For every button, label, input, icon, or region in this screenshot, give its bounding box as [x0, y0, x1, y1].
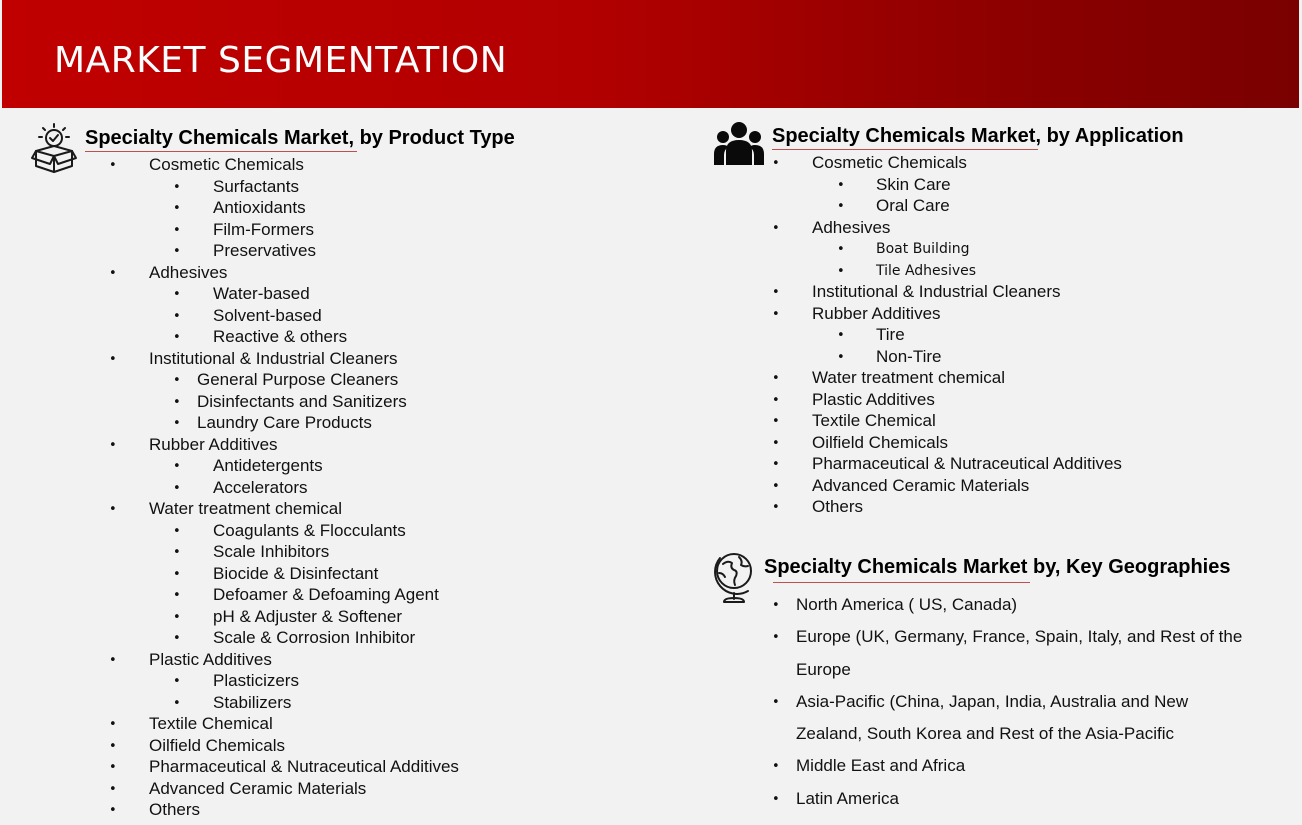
list-bullet: •	[173, 696, 181, 711]
list-item: Latin America	[796, 789, 899, 808]
list-item: Defoamer & Defoaming Agent	[213, 585, 439, 604]
list-bullet: •	[772, 307, 780, 322]
list-bullet: •	[109, 803, 117, 818]
list-bullet: •	[173, 395, 181, 410]
list-item: Scale Inhibitors	[213, 542, 330, 561]
list-item: Cosmetic Chemicals	[812, 153, 967, 172]
list-bullet: •	[772, 221, 780, 236]
list-item: Film-Formers	[213, 220, 315, 239]
people-group-icon	[714, 121, 764, 165]
list-item: Advanced Ceramic Materials	[812, 476, 1030, 495]
list-item: Water treatment chemical	[812, 368, 1006, 387]
list-bullet: •	[109, 266, 117, 281]
list-bullet: •	[837, 328, 845, 343]
list-item: Textile Chemical	[149, 714, 273, 733]
list-bullet: •	[173, 567, 181, 582]
globe-icon	[710, 549, 758, 605]
list-bullet: •	[109, 717, 117, 732]
list-bullet: •	[109, 438, 117, 453]
list-item: Asia-Pacific (China, Japan, India, Australia and New	[796, 692, 1189, 711]
list-bullet: •	[173, 287, 181, 302]
list-item: Advanced Ceramic Materials	[149, 779, 367, 798]
list-bullet: •	[772, 479, 780, 494]
list-bullet: •	[772, 759, 780, 774]
product-type-underline	[85, 151, 357, 152]
list-bullet: •	[173, 481, 181, 496]
list-bullet: •	[772, 695, 780, 710]
list-item: Disinfectants and Sanitizers	[197, 392, 407, 411]
list-bullet: •	[173, 223, 181, 238]
list-item: Antioxidants	[213, 198, 306, 217]
product-box-icon	[30, 122, 78, 174]
list-bullet: •	[772, 414, 780, 429]
application-title: Specialty Chemicals Market, by Application	[772, 125, 1184, 147]
list-item: Water treatment chemical	[149, 499, 343, 518]
list-bullet: •	[772, 500, 780, 515]
list-item: Adhesives	[149, 263, 228, 282]
list-bullet: •	[173, 459, 181, 474]
list-item: Coagulants & Flocculants	[213, 521, 406, 540]
list-item: Accelerators	[213, 478, 308, 497]
list-bullet: •	[109, 782, 117, 797]
list-bullet: •	[109, 739, 117, 754]
list-bullet: •	[772, 285, 780, 300]
list-bullet: •	[772, 371, 780, 386]
list-bullet: •	[173, 330, 181, 345]
list-bullet: •	[109, 158, 117, 173]
list-item: Non-Tire	[876, 347, 942, 366]
list-item-continuation: Zealand, South Korea and Rest of the Asia-Pacific	[796, 724, 1175, 743]
list-item: Reactive & others	[213, 327, 348, 346]
list-item-continuation: Europe	[796, 660, 851, 679]
list-bullet: •	[173, 674, 181, 689]
list-item: Stabilizers	[213, 693, 292, 712]
list-item: Plasticizers	[213, 671, 299, 690]
list-item: Plastic Additives	[149, 650, 272, 669]
header-banner	[2, 0, 1299, 108]
list-item: Solvent-based	[213, 306, 322, 325]
list-item: Institutional & Industrial Cleaners	[149, 349, 398, 368]
list-bullet: •	[173, 180, 181, 195]
list-bullet: •	[837, 199, 845, 214]
list-bullet: •	[772, 393, 780, 408]
list-item: Middle East and Africa	[796, 756, 966, 775]
list-item: Oral Care	[876, 196, 950, 215]
list-bullet: •	[173, 416, 181, 431]
list-bullet: •	[772, 630, 780, 645]
product-type-title: Specialty Chemicals Market, by Product Type	[85, 127, 515, 149]
list-item: Antidetergents	[213, 456, 323, 475]
list-bullet: •	[772, 598, 780, 613]
list-item: Others	[812, 497, 864, 516]
list-bullet: •	[109, 760, 117, 775]
list-bullet: •	[772, 436, 780, 451]
list-bullet: •	[173, 545, 181, 560]
list-item: General Purpose Cleaners	[197, 370, 399, 389]
geographies-underline	[773, 582, 1030, 583]
list-bullet: •	[173, 610, 181, 625]
list-bullet: •	[837, 242, 845, 257]
list-item: Cosmetic Chemicals	[149, 155, 304, 174]
list-item: Tile Adhesives	[876, 263, 977, 279]
list-item: Surfactants	[213, 177, 299, 196]
list-item: Pharmaceutical & Nutraceutical Additives	[812, 454, 1122, 473]
list-item: Scale & Corrosion Inhibitor	[213, 628, 416, 647]
list-bullet: •	[173, 309, 181, 324]
list-bullet: •	[837, 350, 845, 365]
list-item: Rubber Additives	[812, 304, 941, 323]
list-item: Laundry Care Products	[197, 413, 372, 432]
list-item: pH & Adjuster & Softener	[213, 607, 402, 626]
list-item: Tire	[876, 325, 905, 344]
list-item: Biocide & Disinfectant	[213, 564, 379, 583]
geographies-title: Specialty Chemicals Market by, Key Geographies	[764, 556, 1231, 578]
list-bullet: •	[173, 631, 181, 646]
list-bullet: •	[109, 352, 117, 367]
list-item: Pharmaceutical & Nutraceutical Additives	[149, 757, 459, 776]
list-item: Water-based	[213, 284, 310, 303]
list-item: North America ( US, Canada)	[796, 595, 1018, 614]
list-bullet: •	[173, 373, 181, 388]
list-item: Oilfield Chemicals	[149, 736, 286, 755]
list-bullet: •	[173, 244, 181, 259]
list-item: Oilfield Chemicals	[812, 433, 949, 452]
list-bullet: •	[837, 264, 845, 279]
list-item: Skin Care	[876, 175, 951, 194]
list-item: Textile Chemical	[812, 411, 936, 430]
list-item: Plastic Additives	[812, 390, 935, 409]
list-item: Rubber Additives	[149, 435, 278, 454]
list-bullet: •	[173, 588, 181, 603]
list-item: Others	[149, 800, 201, 819]
list-item: Institutional & Industrial Cleaners	[812, 282, 1061, 301]
list-bullet: •	[772, 457, 780, 472]
list-item: Preservatives	[213, 241, 316, 260]
list-bullet: •	[173, 524, 181, 539]
list-item: Adhesives	[812, 218, 891, 237]
list-bullet: •	[109, 653, 117, 668]
list-item: Boat Building	[876, 241, 970, 257]
list-bullet: •	[837, 178, 845, 193]
list-bullet: •	[772, 156, 780, 171]
list-item: Europe (UK, Germany, France, Spain, Italy, and Rest of the	[796, 627, 1243, 646]
list-bullet: •	[173, 201, 181, 216]
list-bullet: •	[109, 502, 117, 517]
application-underline	[772, 149, 1038, 150]
list-bullet: •	[772, 792, 780, 807]
page-title: MARKET SEGMENTATION	[54, 40, 508, 81]
